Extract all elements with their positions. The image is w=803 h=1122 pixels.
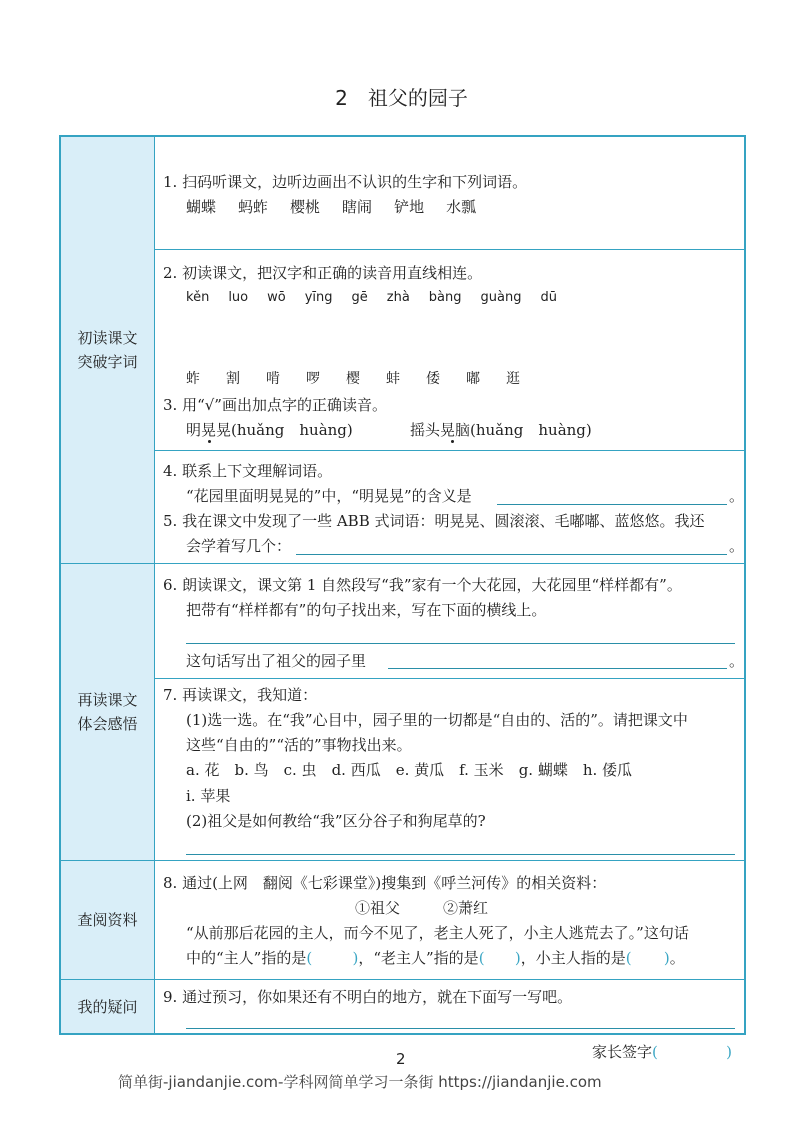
pinyin[interactable]: zhà bbox=[386, 290, 410, 305]
divider bbox=[155, 678, 744, 679]
answer-line[interactable] bbox=[497, 504, 727, 505]
question-7-part1-line2: 这些“自由的”“活的”事物找出来。 bbox=[186, 736, 412, 754]
divider bbox=[155, 450, 744, 451]
word: 蝴蝶 bbox=[186, 198, 217, 216]
pronunciation-choice-a[interactable]: 明晃晃(huǎng huàng) bbox=[186, 421, 353, 439]
period: 。 bbox=[729, 537, 745, 555]
question-9: 9. 通过预习，你如果还有不明白的地方，就在下面写一写吧。 bbox=[163, 988, 573, 1006]
divider bbox=[61, 563, 744, 564]
option[interactable]: h. 倭瓜 bbox=[582, 761, 633, 779]
question-6-prompt: 这句话写出了祖父的园子里 bbox=[186, 652, 367, 670]
question-8-blanks bbox=[186, 948, 685, 968]
pronunciation-choice-b[interactable]: 摇头晃脑(huǎng huàng) bbox=[410, 421, 592, 439]
section-label-text: 初读课文突破字词 bbox=[77, 329, 138, 371]
answer-line[interactable] bbox=[186, 854, 735, 855]
answer-line[interactable] bbox=[296, 554, 727, 555]
answer-line[interactable] bbox=[186, 1028, 735, 1029]
word: 樱桃 bbox=[290, 198, 321, 216]
option[interactable]: e. 黄瓜 bbox=[395, 761, 445, 779]
option[interactable]: g. 蝴蝶 bbox=[518, 761, 568, 779]
answer-line[interactable] bbox=[186, 643, 735, 644]
section-label-first-reading bbox=[61, 137, 155, 563]
divider bbox=[61, 860, 744, 861]
blank-label: ，“老主人”指的是 bbox=[358, 949, 479, 967]
emphasis-dot bbox=[208, 440, 211, 443]
question-5: 5. 我在课文中发现了一些 ABB 式词语：明晃晃、圆滚滚、毛嘟嘟、蓝悠悠。我还 bbox=[163, 512, 705, 530]
parent-signature bbox=[592, 1042, 732, 1062]
blank-label: ，小主人指的是 bbox=[520, 949, 626, 967]
period: 。 bbox=[729, 652, 745, 670]
divider bbox=[155, 249, 744, 250]
choice-grandfather: ①祖父 bbox=[355, 899, 401, 917]
answer-blank[interactable]: ( ) bbox=[478, 949, 521, 967]
question-8-quote: “从前那后花园的主人，而今不见了，老主人死了，小主人逃荒去了。”这句话 bbox=[186, 924, 689, 942]
option[interactable]: i. 苹果 bbox=[186, 787, 231, 805]
question-8: 8. 通过(上网 翻阅《七彩课堂》)搜集到《呼兰河传》的相关资料： bbox=[163, 874, 607, 892]
word: 铲地 bbox=[394, 198, 425, 216]
question-2: 2. 初读课文，把汉字和正确的读音用直线相连。 bbox=[163, 264, 483, 282]
section-label-text: 我的疑问 bbox=[77, 997, 138, 1016]
section-label-questions bbox=[61, 980, 155, 1033]
question-1: 1. 扫码听课文，边听边画出不认识的生字和下列词语。 bbox=[163, 173, 528, 191]
period: 。 bbox=[669, 949, 685, 967]
word-list bbox=[186, 197, 476, 217]
question-4-prompt: “花园里面明晃晃的”中，“明晃晃”的含义是 bbox=[186, 487, 472, 505]
character[interactable]: 倭 bbox=[426, 371, 440, 387]
page-number: 2 bbox=[396, 1050, 406, 1068]
character[interactable]: 蚌 bbox=[386, 371, 400, 387]
pinyin[interactable]: wō bbox=[267, 290, 286, 305]
option[interactable]: f. 玉米 bbox=[459, 761, 504, 779]
character[interactable]: 樱 bbox=[346, 371, 360, 387]
section-label-second-reading bbox=[61, 564, 155, 860]
answer-line[interactable] bbox=[388, 668, 727, 669]
pinyin[interactable]: kěn bbox=[186, 290, 210, 305]
choice-xiaohong: ②萧红 bbox=[443, 899, 489, 917]
question-7: 7. 再读课文，我知道： bbox=[163, 686, 318, 704]
pinyin[interactable]: dū bbox=[540, 290, 557, 305]
signature-blank[interactable]: ( ) bbox=[652, 1043, 733, 1061]
word: 蚂蚱 bbox=[238, 198, 269, 216]
pinyin[interactable]: luo bbox=[228, 290, 249, 305]
option[interactable]: c. 虫 bbox=[283, 761, 317, 779]
answer-blank[interactable]: ( ) bbox=[306, 949, 359, 967]
option[interactable]: a. 花 bbox=[186, 761, 220, 779]
question-7-part1: (1)选一选。在“我”心目中，园子里的一切都是“自由的、活的”。请把课文中 bbox=[186, 711, 688, 729]
character[interactable]: 逛 bbox=[506, 371, 520, 387]
pinyin[interactable]: gē bbox=[351, 290, 368, 305]
character-list bbox=[186, 369, 520, 389]
pinyin-list bbox=[186, 290, 557, 305]
question-7-part2: (2)祖父是如何教给“我”区分谷子和狗尾草的? bbox=[186, 812, 486, 830]
character[interactable]: 嘟 bbox=[466, 371, 480, 387]
question-6: 6. 朗读课文，课文第 1 自然段写“我”家有一个大花园，大花园里“样样都有”。 bbox=[163, 576, 682, 594]
word: 瞎闹 bbox=[342, 198, 373, 216]
watermark: 简单街-jiandanjie.com-学科网简单学习一条街 https://jiandanjie.com bbox=[118, 1073, 602, 1091]
question-5-prompt: 会学着写几个： bbox=[186, 537, 292, 555]
blank-label: 中的“主人”指的是 bbox=[186, 949, 307, 967]
character[interactable]: 啰 bbox=[306, 371, 320, 387]
period: 。 bbox=[729, 487, 745, 505]
character[interactable]: 割 bbox=[226, 371, 240, 387]
option[interactable]: d. 西瓜 bbox=[331, 761, 381, 779]
pinyin[interactable]: bàng bbox=[428, 290, 462, 305]
question-3: 3. 用“√”画出加点字的正确读音。 bbox=[163, 396, 387, 414]
character[interactable]: 蚱 bbox=[186, 371, 200, 387]
section-label-research bbox=[61, 861, 155, 979]
pinyin[interactable]: guàng bbox=[480, 290, 522, 305]
question-4: 4. 联系上下文理解词语。 bbox=[163, 462, 333, 480]
divider bbox=[61, 979, 744, 980]
section-label-text: 查阅资料 bbox=[77, 911, 138, 929]
signature-label: 家长签字 bbox=[592, 1043, 653, 1061]
character[interactable]: 啃 bbox=[266, 371, 280, 387]
option-list bbox=[186, 760, 632, 780]
page-title: 2 祖父的园子 bbox=[335, 86, 468, 110]
question-6-line2: 把带有“样样都有”的句子找出来，写在下面的横线上。 bbox=[186, 601, 547, 619]
word: 水瓢 bbox=[446, 198, 477, 216]
emphasis-dot bbox=[451, 440, 454, 443]
pinyin[interactable]: yīng bbox=[304, 290, 333, 305]
answer-blank[interactable]: ( ) bbox=[625, 949, 670, 967]
option[interactable]: b. 鸟 bbox=[234, 761, 269, 779]
section-label-text: 再读课文体会感悟 bbox=[77, 691, 138, 733]
